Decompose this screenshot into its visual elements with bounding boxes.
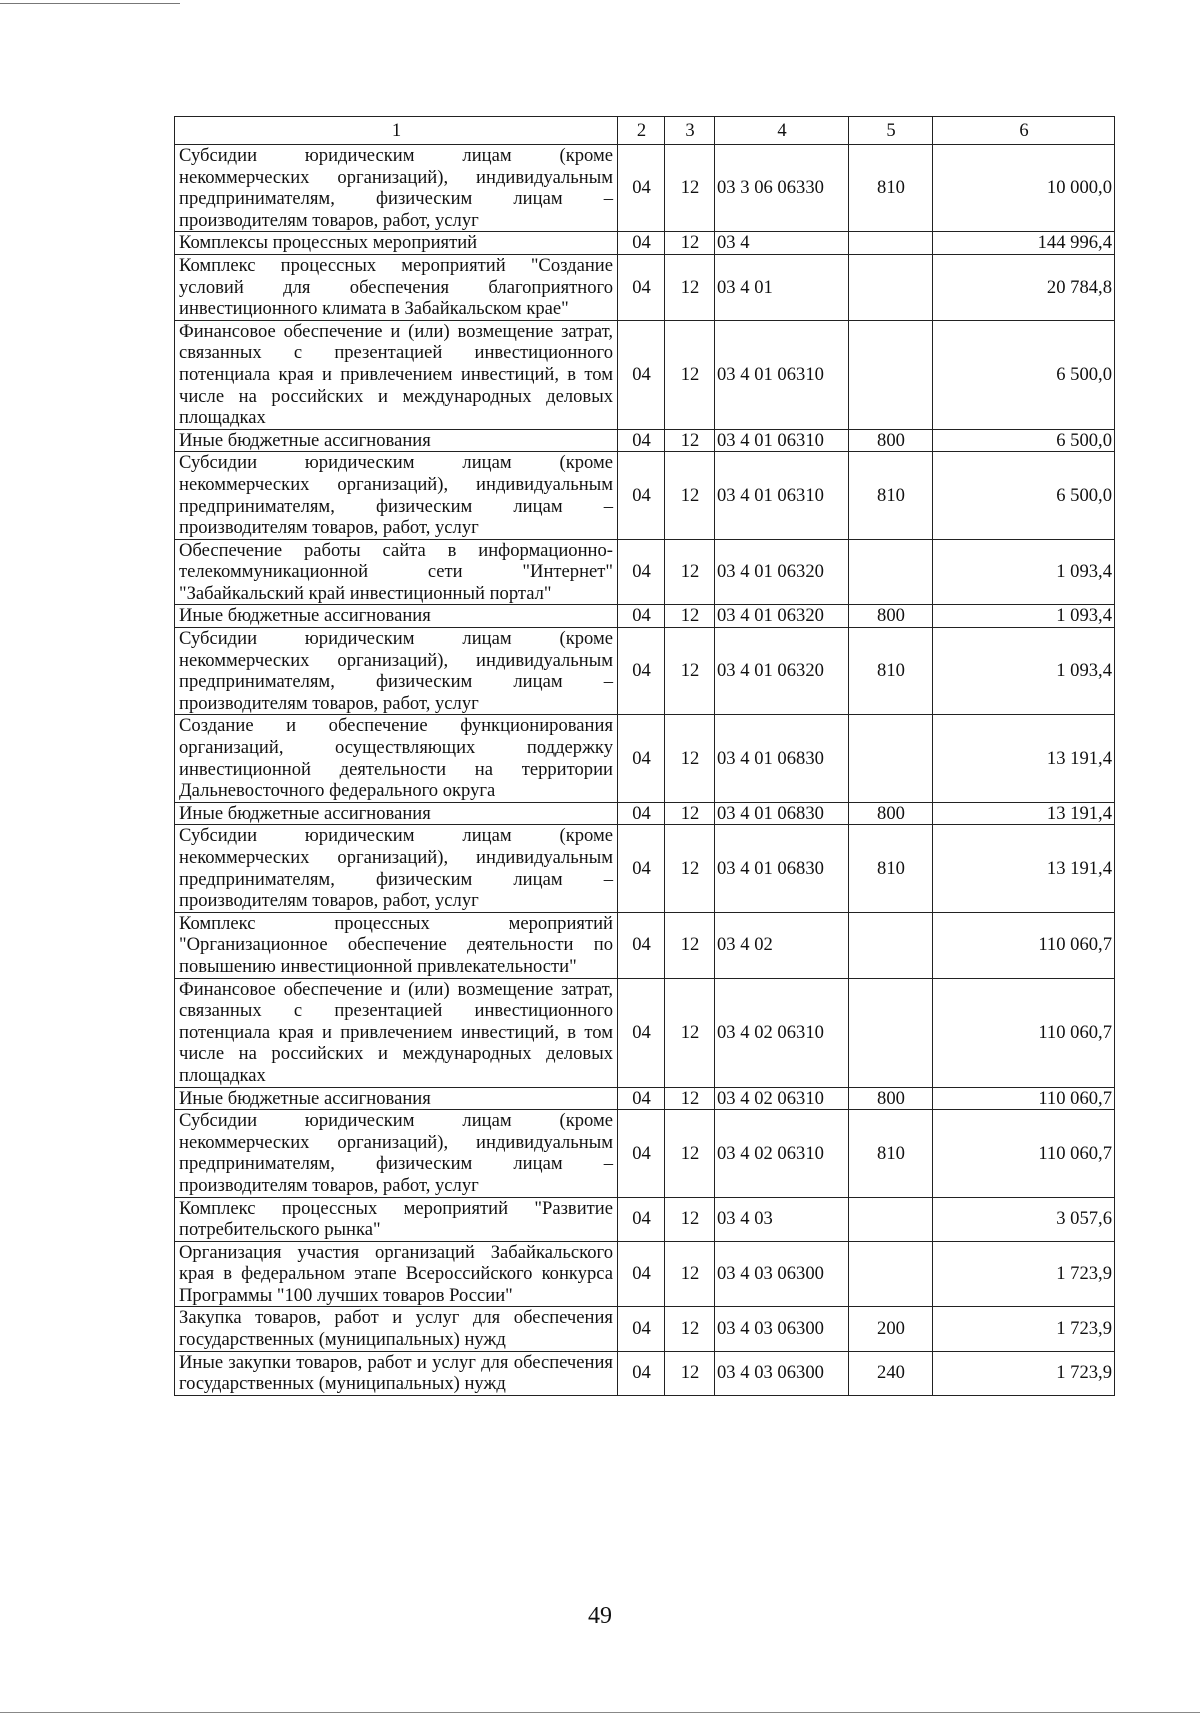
cell-section: 04	[618, 320, 665, 429]
table-body	[175, 145, 1115, 1396]
cell-target-article: 03 4	[715, 232, 849, 255]
cell-expense-type	[849, 912, 933, 978]
table-row	[175, 232, 1115, 255]
scan-top-rule	[0, 3, 180, 4]
cell-amount: 144 996,4	[933, 232, 1115, 255]
cell-subsection: 12	[665, 1241, 715, 1307]
table-row	[175, 1110, 1115, 1197]
cell-subsection: 12	[665, 628, 715, 715]
table-row	[175, 452, 1115, 539]
cell-expense-type: 810	[849, 628, 933, 715]
cell-subsection: 12	[665, 825, 715, 912]
cell-section: 04	[618, 628, 665, 715]
cell-expense-type: 800	[849, 1087, 933, 1110]
cell-expense-type	[849, 254, 933, 320]
cell-name: Субсидии юридическим лицам (кроме некоммерческих организаций), индивидуальным предпринимателям, физическим лицам – производителям товаров, работ, услуг	[175, 452, 618, 539]
cell-expense-type	[849, 1197, 933, 1241]
cell-target-article: 03 4 03	[715, 1197, 849, 1241]
cell-section: 04	[618, 1197, 665, 1241]
cell-name: Субсидии юридическим лицам (кроме некоммерческих организаций), индивидуальным предпринимателям, физическим лицам – производителям товаров, работ, услуг	[175, 825, 618, 912]
cell-expense-type	[849, 1241, 933, 1307]
page-number: 49	[588, 1603, 612, 1629]
cell-subsection: 12	[665, 452, 715, 539]
cell-subsection: 12	[665, 802, 715, 825]
header-col-5: 5	[849, 117, 933, 145]
cell-subsection: 12	[665, 912, 715, 978]
cell-subsection: 12	[665, 1110, 715, 1197]
cell-target-article: 03 4 01 06830	[715, 715, 849, 802]
cell-subsection: 12	[665, 1087, 715, 1110]
cell-target-article: 03 4 01 06310	[715, 320, 849, 429]
cell-name: Субсидии юридическим лицам (кроме некоммерческих организаций), индивидуальным предпринимателям, физическим лицам – производителям товаров, работ, услуг	[175, 145, 618, 232]
cell-section: 04	[618, 978, 665, 1087]
cell-subsection: 12	[665, 1307, 715, 1351]
cell-name: Организация участия организаций Забайкальского края в федеральном этапе Всероссийского конкурса Программы "100 лучших товаров России"	[175, 1241, 618, 1307]
table-row	[175, 628, 1115, 715]
scan-bottom-rule	[0, 1712, 1200, 1713]
cell-subsection: 12	[665, 145, 715, 232]
cell-amount: 3 057,6	[933, 1197, 1115, 1241]
cell-name: Иные бюджетные ассигнования	[175, 429, 618, 452]
cell-amount: 13 191,4	[933, 802, 1115, 825]
table-row	[175, 912, 1115, 978]
budget-table	[174, 116, 1115, 1396]
header-col-1: 1	[175, 117, 618, 145]
cell-subsection: 12	[665, 320, 715, 429]
cell-name: Закупка товаров, работ и услуг для обеспечения государственных (муниципальных) нужд	[175, 1307, 618, 1351]
table-row	[175, 978, 1115, 1087]
cell-target-article: 03 4 03 06300	[715, 1351, 849, 1395]
cell-amount: 110 060,7	[933, 978, 1115, 1087]
header-col-3: 3	[665, 117, 715, 145]
cell-section: 04	[618, 1087, 665, 1110]
cell-name: Комплекс процессных мероприятий "Организационное обеспечение деятельности по повышению инвестиционной привлекательности"	[175, 912, 618, 978]
cell-expense-type	[849, 320, 933, 429]
table-header-row	[175, 117, 1115, 145]
table-row	[175, 802, 1115, 825]
cell-target-article: 03 4 03 06300	[715, 1307, 849, 1351]
cell-expense-type: 800	[849, 429, 933, 452]
cell-target-article: 03 4 02 06310	[715, 1087, 849, 1110]
cell-target-article: 03 4 01 06310	[715, 429, 849, 452]
cell-expense-type: 800	[849, 605, 933, 628]
cell-section: 04	[618, 1241, 665, 1307]
cell-target-article: 03 4 01 06320	[715, 605, 849, 628]
cell-expense-type	[849, 715, 933, 802]
cell-section: 04	[618, 232, 665, 255]
cell-name: Иные бюджетные ассигнования	[175, 605, 618, 628]
cell-subsection: 12	[665, 429, 715, 452]
cell-section: 04	[618, 802, 665, 825]
cell-expense-type: 810	[849, 825, 933, 912]
cell-section: 04	[618, 825, 665, 912]
cell-target-article: 03 4 02 06310	[715, 978, 849, 1087]
cell-expense-type: 810	[849, 145, 933, 232]
cell-target-article: 03 4 01 06310	[715, 452, 849, 539]
table-row	[175, 429, 1115, 452]
cell-section: 04	[618, 1351, 665, 1395]
table-row	[175, 825, 1115, 912]
cell-subsection: 12	[665, 232, 715, 255]
cell-section: 04	[618, 429, 665, 452]
table-row	[175, 715, 1115, 802]
cell-target-article: 03 4 01 06320	[715, 628, 849, 715]
cell-target-article: 03 4 03 06300	[715, 1241, 849, 1307]
cell-name: Финансовое обеспечение и (или) возмещение затрат, связанных с презентацией инвестиционного потенциала края и привлечением инвестиций, в том числе на российских и международных деловых площадках	[175, 978, 618, 1087]
table-row	[175, 1351, 1115, 1395]
cell-amount: 110 060,7	[933, 1110, 1115, 1197]
cell-section: 04	[618, 1110, 665, 1197]
cell-amount: 1 093,4	[933, 605, 1115, 628]
cell-name: Комплекс процессных мероприятий "Развитие потребительского рынка"	[175, 1197, 618, 1241]
table-row	[175, 1241, 1115, 1307]
header-col-2: 2	[618, 117, 665, 145]
cell-amount: 6 500,0	[933, 452, 1115, 539]
cell-amount: 1 723,9	[933, 1241, 1115, 1307]
cell-name: Комплексы процессных мероприятий	[175, 232, 618, 255]
cell-amount: 6 500,0	[933, 429, 1115, 452]
cell-target-article: 03 4 01 06830	[715, 802, 849, 825]
table-row	[175, 254, 1115, 320]
cell-section: 04	[618, 254, 665, 320]
cell-expense-type: 810	[849, 1110, 933, 1197]
header-col-6: 6	[933, 117, 1115, 145]
cell-subsection: 12	[665, 605, 715, 628]
table-row	[175, 605, 1115, 628]
cell-subsection: 12	[665, 254, 715, 320]
cell-target-article: 03 3 06 06330	[715, 145, 849, 232]
cell-name: Иные бюджетные ассигнования	[175, 802, 618, 825]
cell-amount: 13 191,4	[933, 825, 1115, 912]
cell-name: Иные бюджетные ассигнования	[175, 1087, 618, 1110]
cell-expense-type	[849, 539, 933, 605]
cell-section: 04	[618, 145, 665, 232]
table-row	[175, 1307, 1115, 1351]
cell-target-article: 03 4 02 06310	[715, 1110, 849, 1197]
table-row	[175, 320, 1115, 429]
cell-expense-type	[849, 978, 933, 1087]
cell-section: 04	[618, 539, 665, 605]
cell-subsection: 12	[665, 1351, 715, 1395]
cell-subsection: 12	[665, 978, 715, 1087]
cell-amount: 13 191,4	[933, 715, 1115, 802]
cell-target-article: 03 4 02	[715, 912, 849, 978]
cell-target-article: 03 4 01 06320	[715, 539, 849, 605]
cell-section: 04	[618, 605, 665, 628]
table-row	[175, 1087, 1115, 1110]
cell-section: 04	[618, 715, 665, 802]
cell-subsection: 12	[665, 715, 715, 802]
cell-subsection: 12	[665, 539, 715, 605]
cell-name: Иные закупки товаров, работ и услуг для обеспечения государственных (муниципальных) нужд	[175, 1351, 618, 1395]
cell-name: Комплекс процессных мероприятий "Создание условий для обеспечения благоприятного инвестиционного климата в Забайкальском крае"	[175, 254, 618, 320]
cell-amount: 110 060,7	[933, 912, 1115, 978]
table-row	[175, 539, 1115, 605]
cell-name: Финансовое обеспечение и (или) возмещение затрат, связанных с презентацией инвестиционного потенциала края и привлечением инвестиций, в том числе на российских и международных деловых площадках	[175, 320, 618, 429]
table-row	[175, 1197, 1115, 1241]
cell-amount: 1 723,9	[933, 1307, 1115, 1351]
cell-name: Субсидии юридическим лицам (кроме некоммерческих организаций), индивидуальным предпринимателям, физическим лицам – производителям товаров, работ, услуг	[175, 628, 618, 715]
cell-section: 04	[618, 452, 665, 539]
cell-amount: 1 093,4	[933, 628, 1115, 715]
cell-amount: 6 500,0	[933, 320, 1115, 429]
cell-expense-type: 240	[849, 1351, 933, 1395]
cell-amount: 1 723,9	[933, 1351, 1115, 1395]
cell-subsection: 12	[665, 1197, 715, 1241]
cell-expense-type: 200	[849, 1307, 933, 1351]
cell-target-article: 03 4 01 06830	[715, 825, 849, 912]
cell-amount: 110 060,7	[933, 1087, 1115, 1110]
cell-name: Создание и обеспечение функционирования организаций, осуществляющих поддержку инвестиционной деятельности на территории Дальневосточного федерального округа	[175, 715, 618, 802]
cell-section: 04	[618, 912, 665, 978]
cell-target-article: 03 4 01	[715, 254, 849, 320]
cell-amount: 1 093,4	[933, 539, 1115, 605]
cell-section: 04	[618, 1307, 665, 1351]
cell-expense-type	[849, 232, 933, 255]
cell-name: Обеспечение работы сайта в информационно-телекоммуникационной сети "Интернет" "Забайкальский край инвестиционный портал"	[175, 539, 618, 605]
cell-amount: 10 000,0	[933, 145, 1115, 232]
table-row	[175, 145, 1115, 232]
header-col-4: 4	[715, 117, 849, 145]
cell-expense-type: 810	[849, 452, 933, 539]
cell-name: Субсидии юридическим лицам (кроме некоммерческих организаций), индивидуальным предпринимателям, физическим лицам – производителям товаров, работ, услуг	[175, 1110, 618, 1197]
cell-expense-type: 800	[849, 802, 933, 825]
cell-amount: 20 784,8	[933, 254, 1115, 320]
